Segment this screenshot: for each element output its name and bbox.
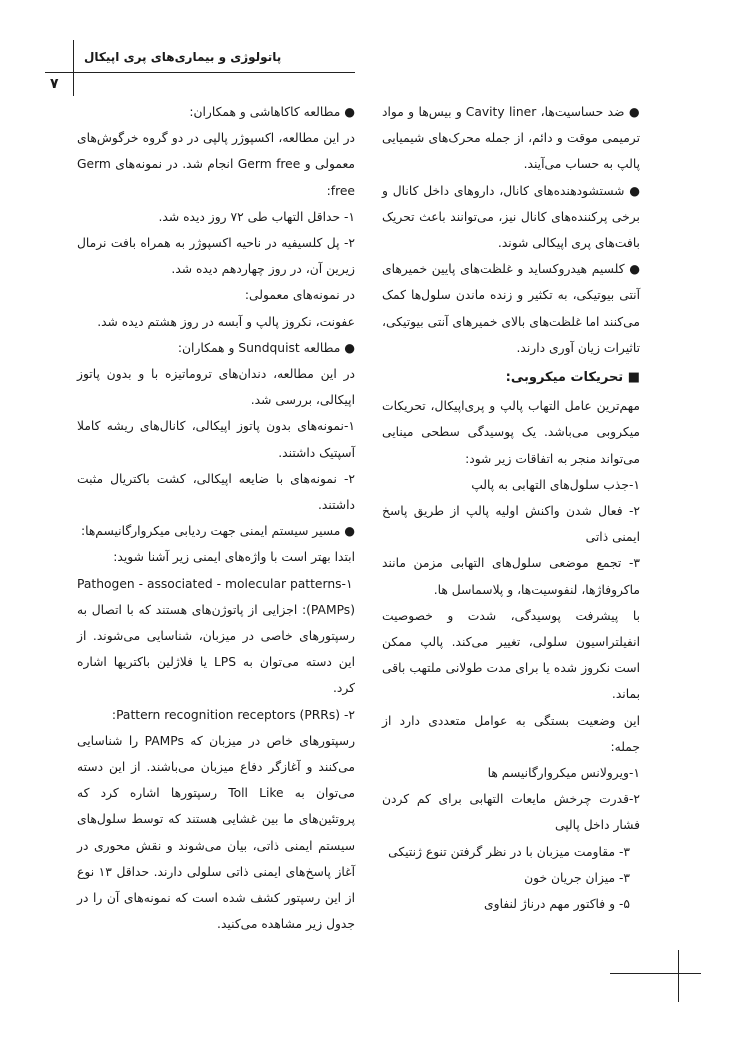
bullet-heading: ● مطالعه کاکاهاشی و همکاران:: [189, 105, 355, 119]
paragraph: در این مطالعه، اکسپوژر پالپی در دو گروه خرگوش‌های معمولی و Germ free انجام شد. در نمونه‌های Germ free:: [77, 131, 355, 198]
bullet-heading: ● مطالعه Sundquist و همکاران:: [177, 340, 355, 355]
crop-mark-vertical: [678, 950, 679, 1002]
header-vertical-rule: [73, 40, 74, 96]
running-header-title: پاتولوژی و بیماری‌های پری اپیکال: [84, 50, 282, 64]
header-horizontal-rule: [45, 72, 355, 73]
left-column: [77, 99, 355, 938]
list-item: ۱-ویرولانس میکروارگانیسم ها: [487, 766, 640, 781]
paragraph: رسپتورهای خاص در میزبان که PAMPs را شناسایی می‌کنند و آغازگر دفاع میزبان می‌باشند. از این دسته می‌توان به Toll Like رسپتورها اشاره کرد که پروتئین‌های ما بین غشایی هستند که توسط سلول‌های سیستم ایمنی ذاتی، بیان می‌شوند و نقش محوری در آغاز پاسخ‌های ایمنی ذاتی سلولی دارند. حداقل ۱۳ نوع از این رسپتور کشف شده است که نمونه‌های آن را در جدول زیر مشاهده می‌کنید.: [77, 733, 356, 932]
list-item: ۳- میزان جریان خون: [524, 870, 630, 885]
list-item: ۱-نمونه‌های بدون پاتوز اپیکالی، کانال‌های ریشه کاملا آسپتیک داشتند.: [77, 419, 355, 460]
section-heading: ■ تحریکات میکروبی:: [505, 370, 640, 386]
list-item: ۲- فعال شدن واکنش اولیه پالپ از طریق پاسخ ایمنی ذاتی: [382, 504, 640, 545]
bullet-heading: ● مسیر سیستم ایمنی جهت ردیابی میکروارگانیسم‌ها:: [80, 524, 355, 539]
paragraph: (PAMPs): اجزایی از پاتوژن‌های هستند که با اتصال به رسپتورهای خاصی در میزبان، شناسایی می‌شوند. از این دسته می‌توان به LPS یا فلاژلین باکتریها اشاره کرد.: [77, 602, 355, 696]
right-column: [382, 99, 640, 917]
list-item: ۲- نمونه‌های با ضایعه اپیکالی، کشت باکتریال مثبت داشتند.: [77, 471, 355, 513]
paragraph: مهم‌ترین عامل التهاب پالپ و پری‌اپیکال، تحریکات میکروبی می‌باشد. یک پوسیدگی سطحی مینایی می‌تواند منجر به اتفاقات زیر شود:: [382, 399, 640, 466]
list-item: ۵- و فاکتور مهم درناژ لنفاوی: [484, 897, 630, 912]
paragraph: با پیشرفت پوسیدگی، شدت و خصوصیت انفیلتراسیون سلولی، تغییر می‌کند. پالپ ممکن است نکروز شده یا برای مدت طولانی ملتهب باقی بماند.: [382, 608, 640, 702]
paragraph: در این مطالعه، دندان‌های تروماتیزه با و بدون پاتوز اپیکالی، بررسی شد.: [77, 367, 355, 408]
list-item: ۱- حداقل التهاب طی ۷۲ روز دیده شد.: [158, 209, 355, 224]
list-item: ۱-جذب سلول‌های التهابی به پالپ: [471, 477, 640, 492]
page-number: ۷: [50, 76, 59, 92]
paragraph: ● شستشودهنده‌های کانال، داروهای داخل کانال و برخی پرکننده‌های کانال نیز، می‌توانند باعث تحریک بافت‌های پری اپیکالی شوند.: [382, 183, 640, 251]
list-item: ۳- تجمع موضعی سلول‌های التهابی مزمن مانند ماکروفاژها، لنفوسیت‌ها، و پلاسماسل ها.: [382, 556, 640, 597]
paragraph: در نمونه‌های معمولی:: [244, 288, 355, 303]
paragraph: عفونت، نکروز پالپ و آبسه در روز هشتم دیده شد.: [97, 314, 355, 329]
paragraph: ابتدا بهتر است با واژه‌های ایمنی زیر آشنا شوید:: [113, 550, 355, 565]
term-line: Pathogen - associated - molecular patterns-۱: [77, 576, 353, 591]
paragraph: این وضعیت بستگی به عوامل متعددی دارد از جمله:: [382, 713, 640, 754]
list-item: ۲-قدرت چرخش مایعات التهابی برای کم کردن فشار داخل پالپی: [382, 792, 640, 833]
term-line: ۲- Pattern recognition receptors (PRRs):: [111, 707, 355, 722]
paragraph: ● ضد حساسیت‌ها، Cavity liner و بیس‌ها و مواد ترمیمی موقت و دائم، از جمله محرک‌های شیمیایی پالپ به حساب می‌آیند.: [382, 105, 641, 172]
crop-mark-horizontal: [610, 973, 701, 974]
list-item: ۳- مقاومت میزبان با در نظر گرفتن تنوع ژنتیکی: [388, 844, 630, 859]
paragraph: ● کلسیم هیدروکساید و غلظت‌های پایین خمیرهای آنتی بیوتیکی، به تکثیر و زنده ماندن سلول‌ها کمک می‌کنند اما غلظت‌های بالای خمیرهای آنتی بیوتیکی، تاثیرات زیان آوری دارند.: [382, 262, 640, 355]
list-item: ۲- پل کلسیفیه در ناحیه اکسپوژر به همراه بافت نرمال زیرین آن، در روز چهاردهم دیده شد.: [77, 236, 355, 277]
